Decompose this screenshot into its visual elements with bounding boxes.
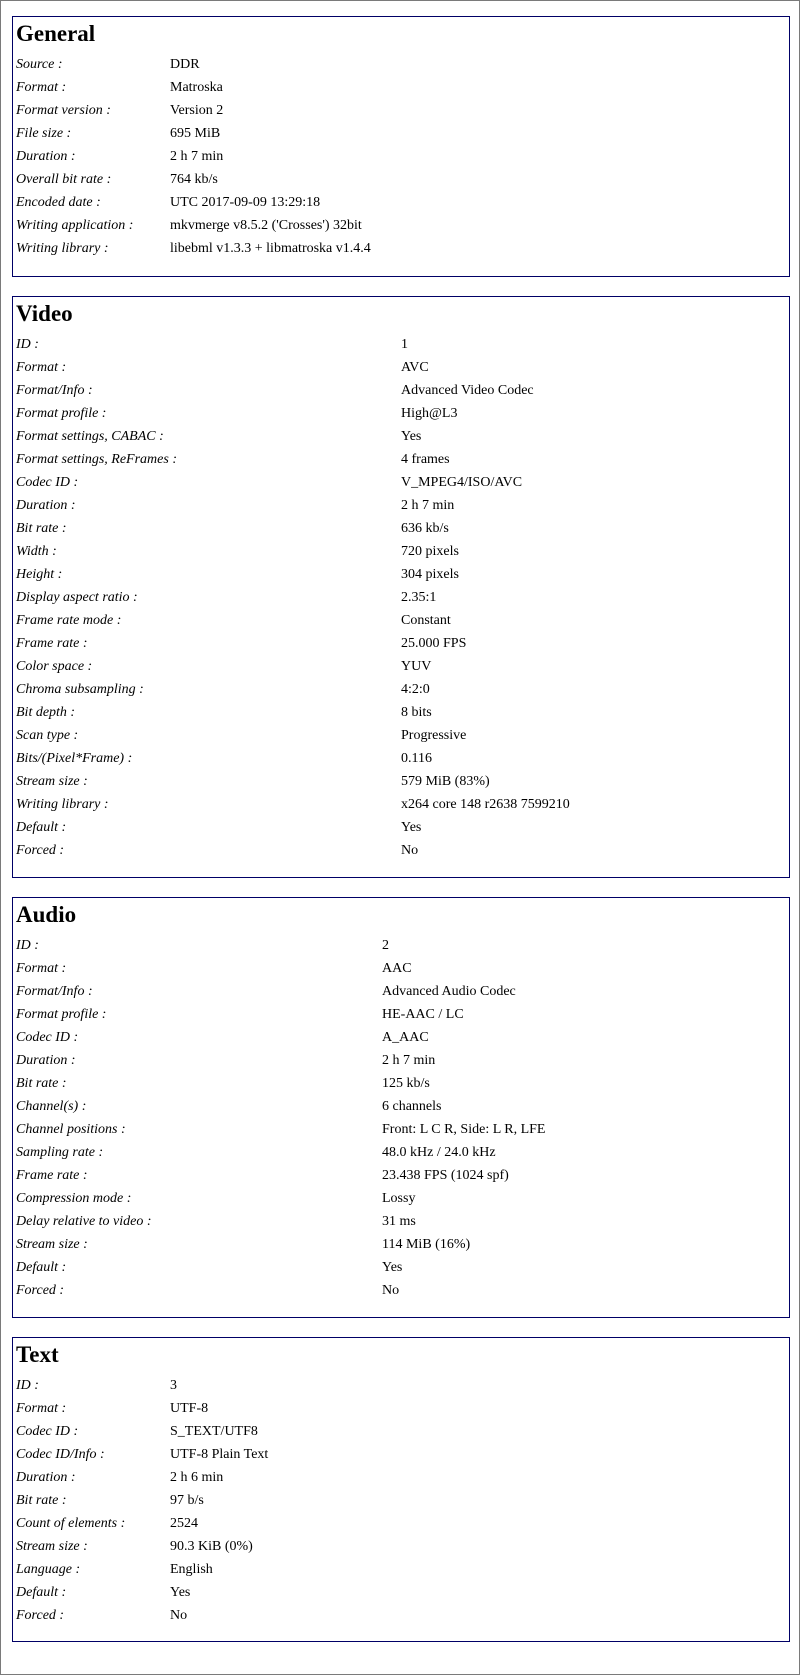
text-info-row	[16, 1489, 789, 1512]
field-label: Forced :	[16, 843, 65, 858]
video-info-row	[16, 517, 789, 540]
field-label: Compression mode :	[16, 1191, 132, 1206]
video-info-row	[16, 494, 789, 517]
video-info-row	[16, 563, 789, 586]
field-value: Yes	[170, 1585, 191, 1600]
field-label: Bit rate :	[16, 1076, 67, 1091]
video-info-row	[16, 402, 789, 425]
field-label: Count of elements :	[16, 1516, 126, 1531]
field-label: Overall bit rate :	[16, 172, 112, 187]
audio-section-title: Audio	[16, 902, 77, 927]
field-value: Constant	[401, 613, 451, 628]
field-value: 304 pixels	[401, 567, 459, 582]
video-info-row	[16, 701, 789, 724]
general-info-row	[16, 99, 789, 122]
audio-info-row	[16, 1256, 789, 1279]
field-value: 4:2:0	[401, 682, 430, 697]
field-value: DDR	[170, 57, 200, 72]
audio-info-row	[16, 1233, 789, 1256]
field-value: 2.35:1	[401, 590, 437, 605]
field-value: 6 channels	[382, 1099, 442, 1114]
audio-info-row	[16, 1164, 789, 1187]
audio-info-row	[16, 1049, 789, 1072]
field-value: 1	[401, 337, 408, 352]
audio-info-row	[16, 1187, 789, 1210]
text-info-row	[16, 1512, 789, 1535]
text-info-row	[16, 1374, 789, 1397]
video-rows	[13, 333, 789, 862]
general-info-row	[16, 53, 789, 76]
field-label: Format profile :	[16, 1007, 107, 1022]
field-label: Format :	[16, 80, 67, 95]
general-section-title: General	[16, 21, 96, 46]
field-label: Color space :	[16, 659, 93, 674]
field-label: Encoded date :	[16, 195, 101, 210]
field-value: 48.0 kHz / 24.0 kHz	[382, 1145, 496, 1160]
field-value: S_TEXT/UTF8	[170, 1424, 258, 1439]
video-info-row	[16, 770, 789, 793]
field-value: English	[170, 1562, 213, 1577]
field-value: Advanced Video Codec	[401, 383, 534, 398]
field-value: 2 h 7 min	[170, 149, 224, 164]
field-label: Stream size :	[16, 1237, 88, 1252]
text-section-title: Text	[16, 1342, 59, 1367]
field-label: Chroma subsampling :	[16, 682, 144, 697]
field-label: Frame rate :	[16, 636, 88, 651]
field-value: Version 2	[170, 103, 224, 118]
audio-info-row	[16, 980, 789, 1003]
general-info-row	[16, 145, 789, 168]
video-info-row	[16, 586, 789, 609]
field-value: Yes	[401, 429, 422, 444]
video-info-row	[16, 839, 789, 862]
video-info-row	[16, 448, 789, 471]
field-value: 2	[382, 938, 389, 953]
field-label: Format :	[16, 360, 67, 375]
field-value: 23.438 FPS (1024 spf)	[382, 1168, 509, 1183]
field-value: 695 MiB	[170, 126, 221, 141]
field-label: Duration :	[16, 498, 76, 513]
field-label: ID :	[16, 337, 39, 352]
field-value: mkvmerge v8.5.2 ('Crosses') 32bit	[170, 218, 362, 233]
field-label: Codec ID/Info :	[16, 1447, 105, 1462]
field-label: Codec ID :	[16, 1030, 79, 1045]
field-value: 2 h 6 min	[170, 1470, 224, 1485]
field-label: Codec ID :	[16, 475, 79, 490]
field-value: 3	[170, 1378, 177, 1393]
field-label: Source :	[16, 57, 63, 72]
field-value: 636 kb/s	[401, 521, 449, 536]
field-value: 114 MiB (16%)	[382, 1237, 471, 1252]
field-label: Format settings, ReFrames :	[16, 452, 177, 467]
general-info-row	[16, 237, 789, 260]
field-label: Codec ID :	[16, 1424, 79, 1439]
video-info-row	[16, 425, 789, 448]
field-value: UTC 2017-09-09 13:29:18	[170, 195, 321, 210]
field-label: Forced :	[16, 1608, 65, 1623]
field-label: Writing library :	[16, 241, 109, 256]
field-label: Bit depth :	[16, 705, 76, 720]
general-info-row	[16, 122, 789, 145]
field-value: 97 b/s	[170, 1493, 204, 1508]
field-value: Lossy	[382, 1191, 416, 1206]
field-value: No	[382, 1283, 400, 1298]
text-rows	[13, 1374, 789, 1627]
general-info-row	[16, 76, 789, 99]
field-value: 579 MiB (83%)	[401, 774, 490, 789]
field-value: 31 ms	[382, 1214, 416, 1229]
general-info-row	[16, 191, 789, 214]
video-info-row	[16, 333, 789, 356]
video-info-row	[16, 471, 789, 494]
field-label: Sampling rate :	[16, 1145, 104, 1160]
field-label: Stream size :	[16, 774, 88, 789]
field-value: 2 h 7 min	[401, 498, 455, 513]
field-label: Channel positions :	[16, 1122, 126, 1137]
field-label: ID :	[16, 938, 39, 953]
field-value: 4 frames	[401, 452, 450, 467]
general-section	[12, 16, 790, 277]
field-label: Format settings, CABAC :	[16, 429, 164, 444]
text-info-row	[16, 1581, 789, 1604]
general-info-row	[16, 214, 789, 237]
text-info-row	[16, 1466, 789, 1489]
field-label: Channel(s) :	[16, 1099, 87, 1114]
video-info-row	[16, 540, 789, 563]
field-value: libebml v1.3.3 + libmatroska v1.4.4	[170, 241, 371, 256]
text-section	[12, 1337, 790, 1642]
field-value: Yes	[382, 1260, 403, 1275]
video-info-row	[16, 747, 789, 770]
field-value: 764 kb/s	[170, 172, 218, 187]
field-value: No	[170, 1608, 188, 1623]
field-value: 125 kb/s	[382, 1076, 430, 1091]
field-value: AVC	[401, 360, 429, 375]
field-label: Bit rate :	[16, 521, 67, 536]
field-label: Display aspect ratio :	[16, 590, 138, 605]
video-section-title: Video	[16, 301, 73, 326]
field-label: Format :	[16, 1401, 67, 1416]
field-label: Duration :	[16, 149, 76, 164]
field-value: Matroska	[170, 80, 223, 95]
field-label: Format :	[16, 961, 67, 976]
video-info-row	[16, 632, 789, 655]
field-value: V_MPEG4/ISO/AVC	[401, 475, 523, 490]
field-label: Format/Info :	[16, 984, 93, 999]
field-label: File size :	[16, 126, 72, 141]
audio-info-row	[16, 1095, 789, 1118]
video-info-row	[16, 655, 789, 678]
field-value: 2 h 7 min	[382, 1053, 436, 1068]
field-value: 25.000 FPS	[401, 636, 467, 651]
text-info-row	[16, 1558, 789, 1581]
field-value: Front: L C R, Side: L R, LFE	[382, 1122, 546, 1137]
field-label: Format/Info :	[16, 383, 93, 398]
field-label: Frame rate :	[16, 1168, 88, 1183]
text-info-row	[16, 1397, 789, 1420]
video-info-row	[16, 678, 789, 701]
field-value: 8 bits	[401, 705, 432, 720]
audio-section	[12, 897, 790, 1318]
video-info-row	[16, 793, 789, 816]
video-section	[12, 296, 790, 878]
field-label: Default :	[16, 1260, 67, 1275]
field-label: Duration :	[16, 1470, 76, 1485]
audio-info-row	[16, 1279, 789, 1302]
field-label: Writing application :	[16, 218, 134, 233]
field-label: Stream size :	[16, 1539, 88, 1554]
audio-info-row	[16, 1210, 789, 1233]
audio-info-row	[16, 1026, 789, 1049]
text-info-row	[16, 1420, 789, 1443]
audio-info-row	[16, 1003, 789, 1026]
video-info-row	[16, 609, 789, 632]
field-value: YUV	[401, 659, 432, 674]
field-label: Height :	[16, 567, 63, 582]
field-value: 720 pixels	[401, 544, 459, 559]
field-label: Default :	[16, 1585, 67, 1600]
audio-info-row	[16, 957, 789, 980]
field-value: No	[401, 843, 419, 858]
audio-info-row	[16, 1118, 789, 1141]
field-label: Bits/(Pixel*Frame) :	[16, 751, 133, 766]
video-info-row	[16, 724, 789, 747]
text-info-row	[16, 1535, 789, 1558]
field-label: Bit rate :	[16, 1493, 67, 1508]
audio-info-row	[16, 1141, 789, 1164]
field-label: Forced :	[16, 1283, 65, 1298]
text-info-row	[16, 1443, 789, 1466]
field-label: Format version :	[16, 103, 111, 118]
video-info-row	[16, 816, 789, 839]
field-label: Language :	[16, 1562, 81, 1577]
field-label: Frame rate mode :	[16, 613, 122, 628]
field-value: A_AAC	[382, 1030, 429, 1045]
field-label: Default :	[16, 820, 67, 835]
field-value: 90.3 KiB (0%)	[170, 1539, 253, 1554]
field-value: UTF-8	[170, 1401, 209, 1416]
general-rows	[13, 53, 789, 260]
field-label: Width :	[16, 544, 57, 559]
video-info-row	[16, 356, 789, 379]
text-info-row	[16, 1604, 789, 1627]
field-value: 0.116	[401, 751, 432, 766]
field-label: Writing library :	[16, 797, 109, 812]
field-label: Duration :	[16, 1053, 76, 1068]
field-value: High@L3	[401, 406, 458, 421]
audio-rows	[13, 934, 789, 1302]
video-info-row	[16, 379, 789, 402]
general-info-row	[16, 168, 789, 191]
field-label: Format profile :	[16, 406, 107, 421]
field-value: AAC	[382, 961, 412, 976]
field-value: Yes	[401, 820, 422, 835]
audio-info-row	[16, 934, 789, 957]
audio-info-row	[16, 1072, 789, 1095]
field-value: UTF-8 Plain Text	[170, 1447, 269, 1462]
field-value: x264 core 148 r2638 7599210	[401, 797, 570, 812]
field-value: Progressive	[401, 728, 467, 743]
field-value: Advanced Audio Codec	[382, 984, 516, 999]
field-label: Delay relative to video :	[16, 1214, 152, 1229]
field-label: ID :	[16, 1378, 39, 1393]
field-label: Scan type :	[16, 728, 79, 743]
field-value: 2524	[170, 1516, 198, 1531]
field-value: HE-AAC / LC	[382, 1007, 464, 1022]
